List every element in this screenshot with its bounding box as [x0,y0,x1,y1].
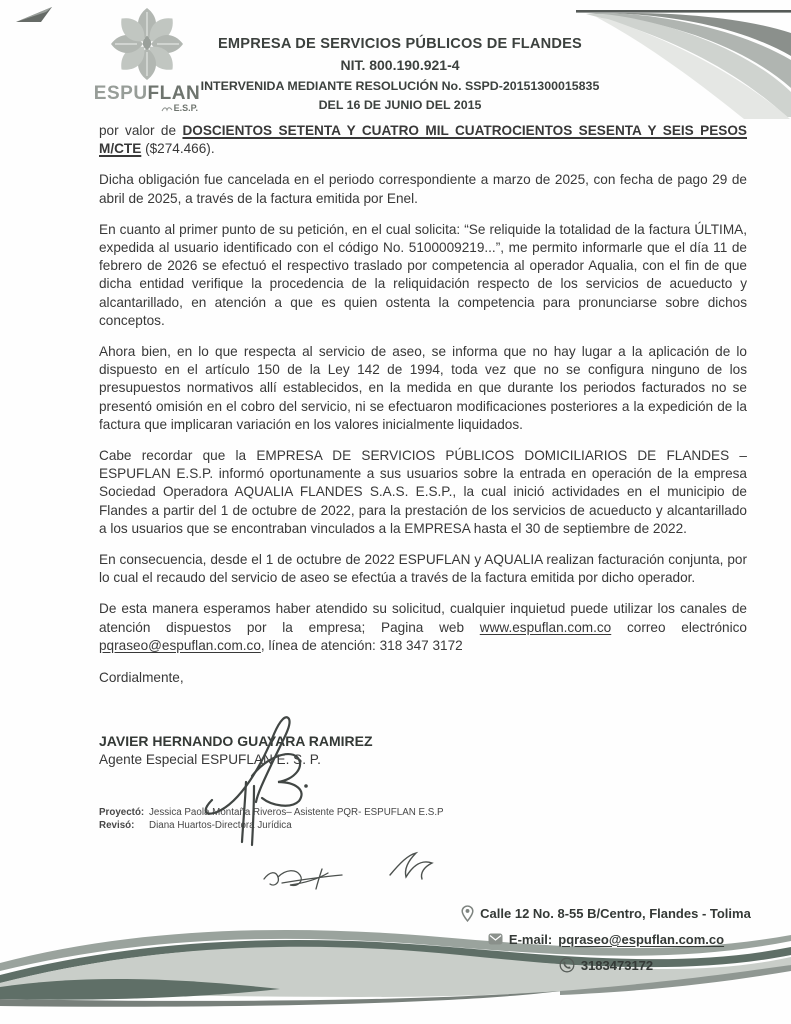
footer-address: Calle 12 No. 8-55 B/Centro, Flandes - Tolima [480,905,751,921]
closing-text-end: , línea de atención: 318 347 3172 [260,637,463,653]
logo-text-espu: ESPU [93,83,148,104]
footnotes [99,807,747,832]
paragraph-payment: Dicha obligación fue cancelada en el periodo correspondiente a marzo de 2025, con fecha de pago 29 de abril de 2025, a través de la factura emitida por Enel. [99,172,747,206]
footnote-scribble-2 [262,867,346,896]
footnote-reviso [99,820,747,833]
company-nit: NIT. 800.190.921-4 [340,57,460,73]
paragraph-cierre [99,600,747,655]
paragraph-amount [99,122,747,158]
valediction: Cordialmente, [99,670,184,686]
proyecto-text: Jessica Paola Montaña Riveros– Asistente PQR- ESPUFLAN E.S.P [149,807,444,819]
location-pin-icon [461,905,474,922]
email-link: pqraseo@espuflan.com.co [99,637,261,653]
amount-suffix: ($274.466). [141,141,215,157]
company-name: EMPRESA DE SERVICIOS PÚBLICOS DE FLANDES [218,36,582,52]
paragraph-consecuencia: En consecuencia, desde el 1 de octubre de 2022 ESPUFLAN y AQUALIA realizan facturación conjunta, por lo cual el recaudo del servicio de aseo se efectúa a través de la factura emitida por dicho operador. [99,552,747,586]
letter-body [99,122,747,832]
intervention-resolution: INTERVENIDA MEDIANTE RESOLUCIÓN No. SSPD-20151300015835 [200,79,600,93]
reviso-label: Revisó: [99,819,135,831]
phone-icon [559,957,575,973]
proyecto-label: Proyectó: [99,807,145,819]
email-icon [488,933,503,945]
footnote-scribble-1 [388,851,436,886]
corner-pen-mark [16,6,54,31]
signature-block [99,732,747,769]
amount-prefix: por valor de [99,123,183,138]
footer-phone: 3183473172 [580,957,654,973]
signer-name: JAVIER HERNANDO GUAYARA RAMIREZ [99,733,373,750]
paragraph-recordar: Cabe recordar que la EMPRESA DE SERVICIOS PÚBLICOS DOMICILIARIOS DE FLANDES – ESPUFLAN E.S.P. informó oportunamente a sus usuarios sobre la entrada en operación de la empresa Sociedad Operadora AQUALIA FLANDES S.A.S. E.S.P., la cual inició actividades en el municipio de Flandes a partir del 1 de octubre de 2022, para la prestación de los servicios de acueducto y alcantarillado a los usuarios que se encontraban vinculados a la EMPRESA hasta el 30 de septiembre de 2022. [99,448,747,536]
footer-email-label: E-mail: [508,931,553,947]
footnote-proyecto [99,807,747,820]
letterhead [165,34,635,114]
closing-text-mid: correo electrónico [611,619,747,635]
footer-email: pqraseo@espuflan.com.co [558,931,725,947]
footer-phone-line [420,952,791,978]
reviso-text: Diana Huartos-Directora Jurídica [149,819,292,831]
footer-address-line [420,900,791,926]
paragraph-aseo: Ahora bien, en lo que respecta al servicio de aseo, se informa que no hay lugar a la aplicación de lo dispuesto en el artículo 150 de la Ley 142 de 1994, toda vez que no se configura ninguno de los presupuestos normativos allí establecidos, en la medida en que durante los periodos facturados no se presentó omisión en el cobro del servicio, ni se efectuaron modificaciones posteriores a la expedición de la factura que implicaran variación en los valores inicialmente liquidados. [99,344,747,432]
closing-text-start: De esta manera esperamos haber atendido su solicitud, cualquier inquietud puede utilizar los canales de atención dispuestos por la empresa; Pagina web [99,601,747,635]
footer-email-line [420,926,791,952]
signer-title: Agente Especial ESPUFLAN E. S. P. [99,752,321,768]
logo-text-flan: FLAN [147,83,201,104]
footer-contact [420,900,791,978]
paragraph-petition: En cuanto al primer punto de su petición, en el cual solicita: “Se reliquide la totalidad de la factura ÚLTIMA, expedida al usuario identificado con el código No. 5100009219...”, me permito informarle que el día 11 de febrero de 2026 se efectuó el respectivo traslado por competencia al operador Aqualia, con el fin de que dicha entidad verifique la procedencia de la reliquidación respecto de los servicios de acueducto y alcantarillado, en atención a que es quien ostenta la competencia para pronunciarse sobre dichos conceptos. [99,221,747,328]
logo-text-esp: E.S.P. [173,103,198,113]
intervention-date: DEL 16 DE JUNIO DEL 2015 [318,98,482,112]
amount-value: DOSCIENTOS SETENTA Y CUATRO MIL CUATROCIENTOS SESENTA Y SEIS PESOS M/CTE [99,123,747,157]
website-link: www.espuflan.com.co [479,619,612,635]
